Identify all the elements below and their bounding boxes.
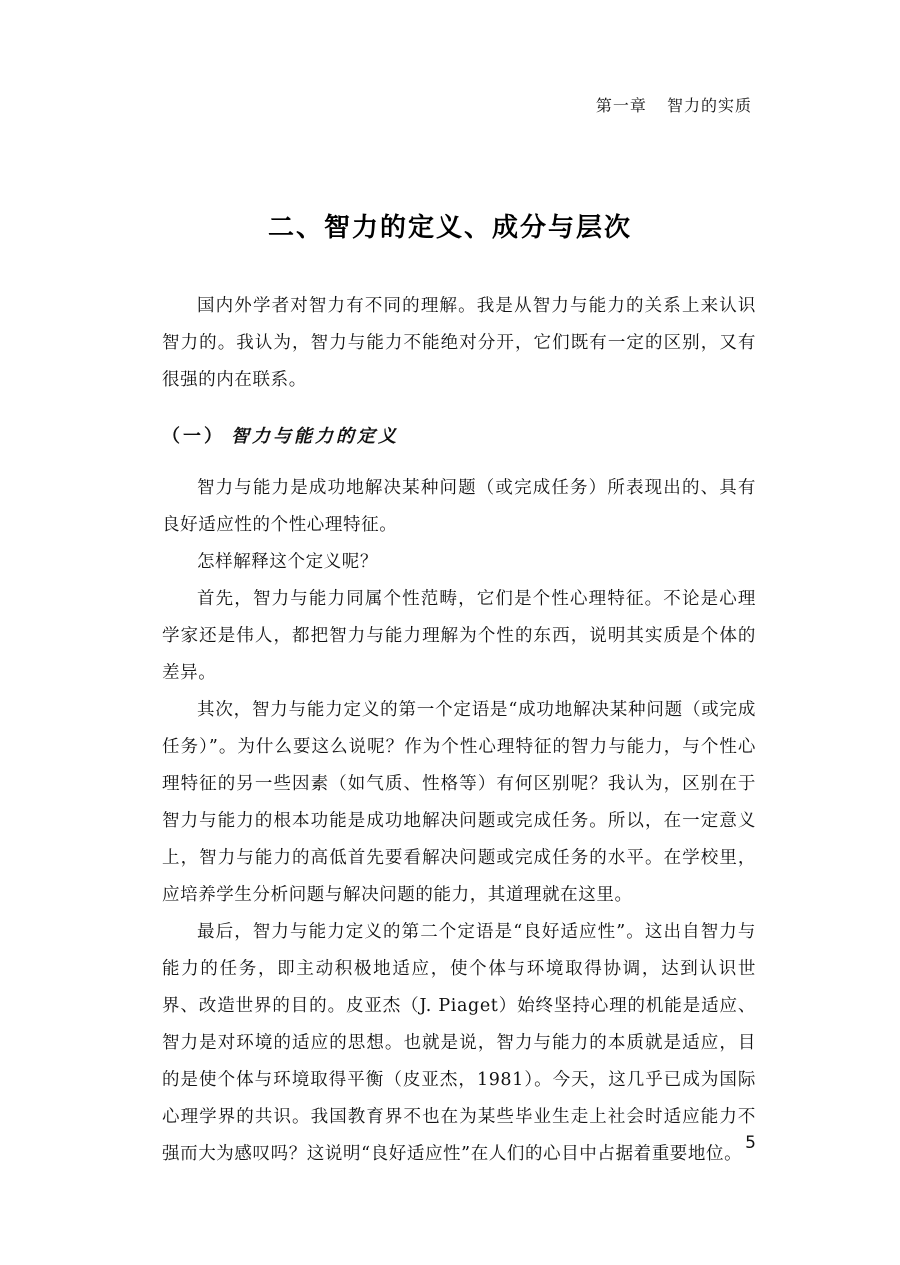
paragraph: 最后，智力与能力定义的第二个定语是“良好适应性”。这出自智力与能力的任务，即主动积极地适应，使个体与环境取得协调，达到认识世界、改造世界的目的。皮亚杰（J. Piaget）始终坚持心理的机能是适应、智力是对环境的适应的思想。也就是说，智力与能力的本质就是适应，目的是使个体与环境取得平衡（皮亚杰，1981）。今天，这几乎已成为国际心理学界的共识。我国教育界不也在为某些毕业生走上社会时适应能力不强而大为感叹吗？这说明“良好适应性”在人们的心目中占据着重要地位。 [162, 922, 756, 1164]
chapter-label: 第一章 [595, 96, 647, 115]
subsection-title: 智力与能力的定义 [231, 426, 399, 447]
chapter-title: 智力的实质 [666, 96, 752, 115]
intro-paragraph: 国内外学者对智力有不同的理解。我是从智力与能力的关系上来认识智力的。我认为，智力与能力不能绝对分开，它们既有一定的区别，又有很强的内在联系。 [162, 296, 756, 390]
paragraph: 首先，智力与能力同属个性范畴，它们是个性心理特征。不论是心理学家还是伟人，都把智力与能力理解为个性的东西，说明其实质是个体的差异。 [162, 589, 756, 683]
paragraph: 智力与能力是成功地解决某种问题（或完成任务）所表现出的、具有良好适应性的个性心理特征。 [162, 478, 756, 535]
subsection-number: （一） [162, 426, 225, 447]
body-text [162, 288, 756, 1173]
running-header [596, 93, 752, 116]
subsection-heading [162, 418, 756, 455]
section-title: 二、智力的定义、成分与层次 [267, 213, 632, 243]
page-number: 5 [745, 1133, 756, 1153]
paragraph: 其次，智力与能力定义的第一个定语是“成功地解决某种问题（或完成任务）”。为什么要这么说呢？作为个性心理特征的智力与能力，与个性心理特征的另一些因素（如气质、性格等）有何区别呢？我认为，区别在于智力与能力的根本功能是成功地解决问题或完成任务。所以，在一定意义上，智力与能力的高低首先要看解决问题或完成任务的水平。在学校里，应培养学生分析问题与解决问题的能力，其道理就在这里。 [162, 700, 756, 905]
paragraph: 怎样解释这个定义呢？ [197, 552, 378, 572]
